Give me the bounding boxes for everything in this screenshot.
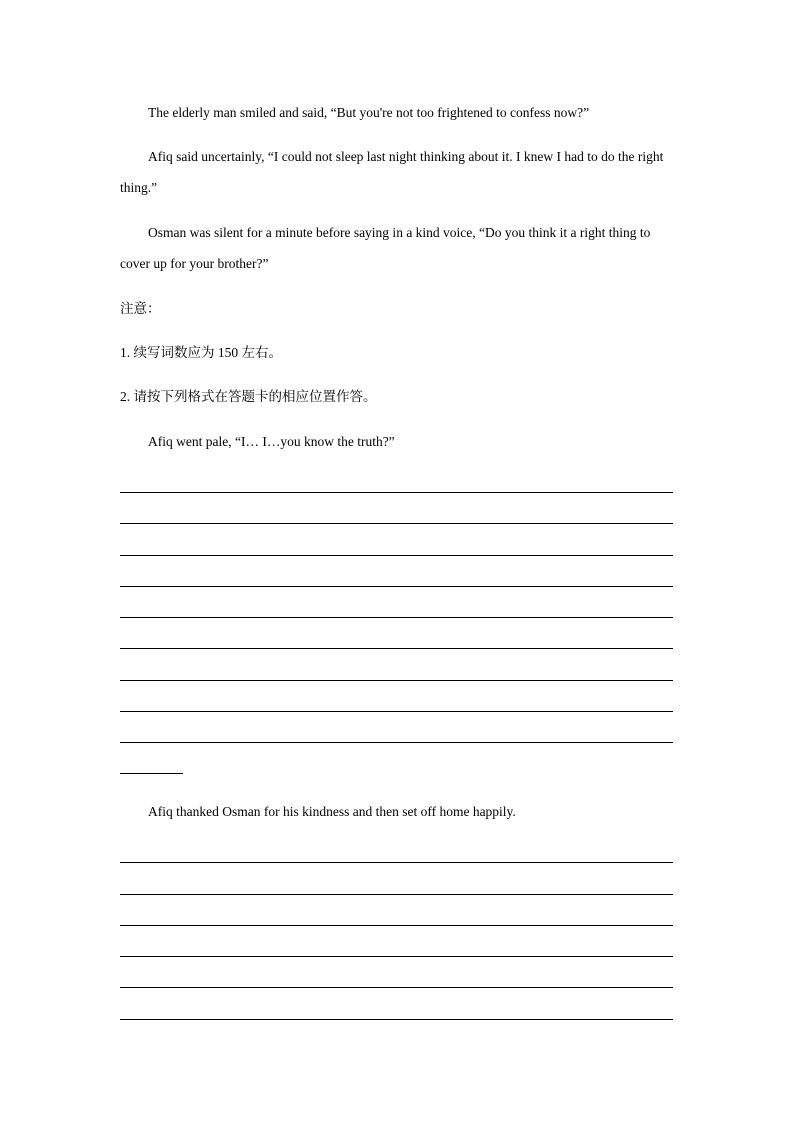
answer-line[interactable]	[120, 925, 673, 926]
notes-item-2: 2. 请按下列格式在答题卡的相应位置作答。	[120, 389, 377, 404]
story-paragraph-3: Osman was silent for a minute before saying in a kind voice, “Do you think it a right thing to cover up for your brother?”	[120, 225, 651, 271]
section1-opening: Afiq went pale, “I… I…you know the truth?”	[148, 434, 395, 449]
answer-line[interactable]	[120, 1019, 673, 1020]
story-paragraph-2: Afiq said uncertainly, “I could not sleep last night thinking about it. I knew I had to do the right thing.”	[120, 149, 664, 195]
answer-line[interactable]	[120, 586, 673, 587]
answer-line[interactable]	[120, 680, 673, 681]
section2-opening: Afiq thanked Osman for his kindness and then set off home happily.	[148, 804, 516, 819]
answer-line[interactable]	[120, 555, 673, 556]
answer-line[interactable]	[120, 648, 673, 649]
answer-line[interactable]	[120, 492, 673, 493]
answer-line[interactable]	[120, 987, 673, 988]
answer-line[interactable]	[120, 711, 673, 712]
notes-item-1: 1. 续写词数应为 150 左右。	[120, 345, 282, 360]
answer-line[interactable]	[120, 523, 673, 524]
answer-line[interactable]	[120, 617, 673, 618]
notes-heading: 注意：	[120, 301, 161, 316]
answer-line[interactable]	[120, 956, 673, 957]
answer-line[interactable]	[120, 862, 673, 863]
answer-line[interactable]	[120, 742, 673, 743]
answer-line-short[interactable]	[120, 773, 183, 774]
answer-line[interactable]	[120, 894, 673, 895]
story-paragraph-1: The elderly man smiled and said, “But you're not too frightened to confess now?”	[148, 105, 590, 120]
